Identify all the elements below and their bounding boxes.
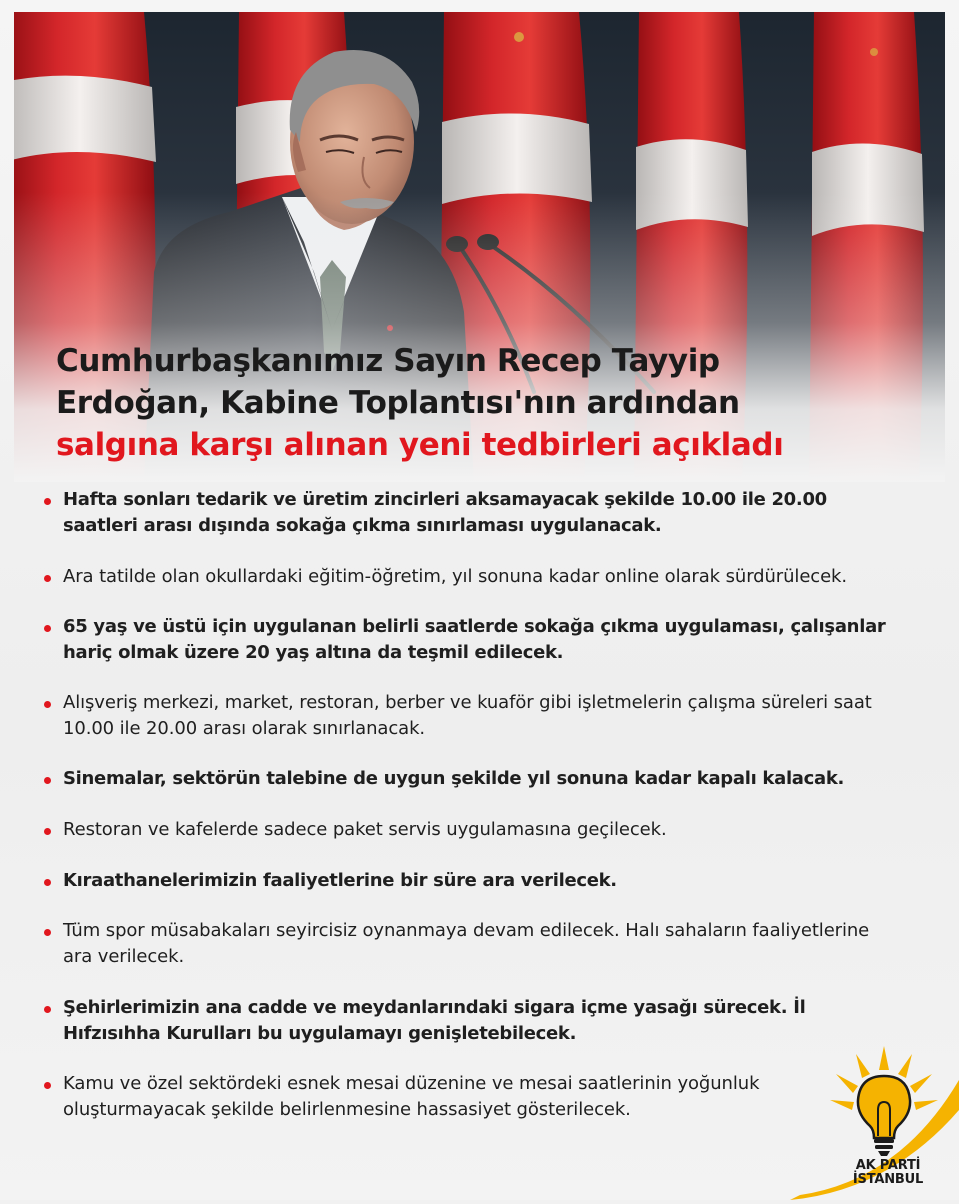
bullet-icon	[44, 498, 51, 505]
measure-item-restaurants	[40, 817, 900, 843]
measure-item-sports	[40, 918, 900, 970]
bullet-icon	[44, 625, 51, 632]
measure-text: Ara tatilde olan okullardaki eğitim-öğretim, yıl sonuna kadar online olarak sürdürülecek.	[63, 566, 848, 587]
measure-text: Kamu ve özel sektördeki esnek mesai düzenine ve mesai saatlerinin yoğunluk oluşturmayacak şekilde belirlenmesine hassasiyet gösterilecek.	[63, 1073, 760, 1120]
headline-line-1: Cumhurbaşkanımız Sayın Recep Tayyip	[56, 343, 720, 379]
measure-item-age-restriction	[40, 614, 900, 666]
measure-text: Sinemalar, sektörün talebine de uygun şekilde yıl sonuna kadar kapalı kalacak.	[63, 768, 845, 789]
measure-item-business-hours	[40, 690, 900, 742]
measure-text: Şehirlerimizin ana cadde ve meydanlarındaki sigara içme yasağı sürecek. İl Hıfzısıhha Kurulları bu uygulamayı genişletebilecek.	[63, 997, 806, 1044]
measure-text: Kıraathanelerimizin faaliyetlerine bir süre ara verilecek.	[63, 870, 617, 891]
measure-text: Tüm spor müsabakaları seyircisiz oynanmaya devam edilecek. Halı sahaların faaliyetlerine ara verilecek.	[63, 920, 870, 967]
bullet-icon	[44, 879, 51, 886]
bullet-icon	[44, 575, 51, 582]
measure-item-cinemas	[40, 766, 900, 792]
bullet-icon	[44, 828, 51, 835]
bullet-icon	[44, 1006, 51, 1013]
measure-text: Hafta sonları tedarik ve üretim zincirleri aksamayacak şekilde 10.00 ile 20.00 saatleri arası dışında sokağa çıkma sınırlaması uygulanacak.	[63, 489, 827, 536]
headline-line-2: Erdoğan, Kabine Toplantısı'nın ardından	[56, 385, 740, 421]
bullet-icon	[44, 929, 51, 936]
headline-line-3: salgına karşı alınan yeni tedbirleri açıkladı	[56, 427, 784, 463]
bullet-icon	[44, 1082, 51, 1089]
headline	[56, 340, 916, 466]
measure-text: Alışveriş merkezi, market, restoran, berber ve kuaför gibi işletmelerin çalışma süreleri saat 10.00 ile 20.00 arası olarak sınırlanacak.	[63, 692, 872, 739]
measure-item-coffeehouses	[40, 868, 900, 894]
bullet-icon	[44, 777, 51, 784]
measure-item-weekend-curfew	[40, 487, 900, 539]
logo-line-2: İSTANBUL	[852, 1172, 924, 1187]
measure-item-online-education	[40, 564, 900, 590]
measure-text: 65 yaş ve üstü için uygulanan belirli saatlerde sokağa çıkma uygulaması, çalışanlar hariç olmak üzere 20 yaş altına da teşmil edilecek.	[63, 616, 886, 663]
logo-line-1: AK PARTİ	[855, 1158, 921, 1173]
measure-text: Restoran ve kafelerde sadece paket servis uygulamasına geçilecek.	[63, 819, 667, 840]
bullet-icon	[44, 701, 51, 708]
